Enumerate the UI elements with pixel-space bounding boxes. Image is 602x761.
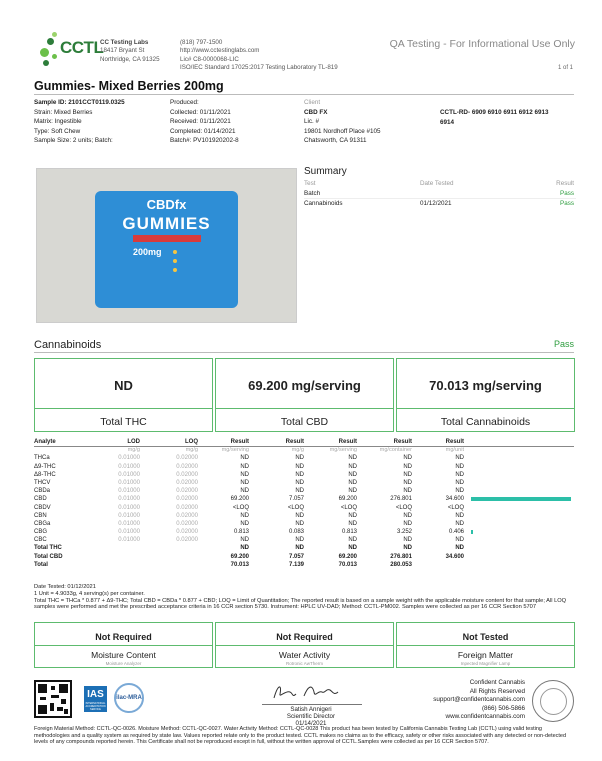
table-cell: ND	[455, 471, 464, 478]
table-cell: 0.01000	[118, 496, 140, 503]
divider	[304, 198, 576, 199]
table-cell: 70.013	[230, 561, 249, 568]
unit-result: mg/serving	[221, 447, 249, 454]
batch-number: Batch#: PV101920202-8	[170, 137, 239, 145]
lab-iso: ISO/IEC Standard 17025:2017 Testing Laboratory TL-819	[180, 64, 338, 72]
table-cell: ND	[348, 537, 357, 544]
table-cell: <LOQ	[395, 504, 412, 511]
date-received: Received: 01/11/2021	[170, 118, 231, 126]
table-cell: 7.139	[288, 561, 304, 568]
table-cell: 34.600	[445, 496, 464, 503]
lab-name: CC Testing Labs	[100, 39, 149, 46]
table-cell: 7.057	[288, 553, 304, 560]
report-header	[30, 28, 575, 78]
analyte-name: CBGa	[34, 520, 51, 527]
table-cell: 0.02000	[176, 479, 198, 486]
unit-result: mg/unit	[445, 447, 464, 454]
company-name: Confident Cannabis	[469, 679, 525, 686]
col-result: Result	[393, 439, 412, 445]
summary-heading: Summary	[304, 166, 347, 177]
reference-ids	[440, 108, 575, 127]
col-result: Result	[338, 439, 357, 445]
table-row	[34, 495, 574, 503]
bag-feature-icon	[173, 250, 177, 254]
summary-test: Batch	[304, 190, 321, 197]
box-divider	[216, 408, 393, 409]
summary-result: Pass	[560, 200, 574, 207]
analyte-name: Δ9-THC	[34, 463, 56, 470]
ias-badge-caption: INTERNATIONAL ACCREDITATION SERVICE	[85, 702, 106, 711]
analyte-name: THCV	[34, 479, 51, 486]
page-number: 1 of 1	[557, 65, 573, 71]
table-cell: ND	[348, 455, 357, 462]
bag-strength: 200mg	[133, 247, 162, 257]
table-cell: ND	[348, 463, 357, 470]
table-cell: 0.02000	[176, 488, 198, 495]
table-cell: ND	[295, 479, 304, 486]
bag-feature-icon	[173, 268, 177, 272]
qa-note: QA Testing - For Informational Use Only	[389, 38, 575, 50]
col-analyte: Analyte	[34, 439, 56, 445]
table-cell: ND	[240, 479, 249, 486]
moisture-status: Not Required	[95, 632, 152, 642]
col-result: Result	[445, 439, 464, 445]
divider	[34, 94, 574, 95]
footer-disclaimer: Foreign Material Method: CCTL-QC-0026. Moisture Method: CCTL-QC-0027. Water Activity Method: CCTL-QC-0028 This product has been tested by California Cannabis Testing Lab (CCTL) using valid testing methodologies and a quality system as required by state law. Values reported relate only to the product tested. CCTL makes no claims as to the efficacy, safety or other risks associated with any detected or non-detected levels of any compounds reported herein. This Certificate shall not be reproduced except in full, without the written approval of CCTL.Samples were collected as per 16 CCR Section 5707.	[34, 726, 567, 745]
notes-method: Total THC = THCa * 0.877 + Δ9-THC; Total CBD = CBDa * 0.877 + CBD; LOQ = Limit of Quantitation; The reported result is based on a sample weight with the applicable moisture content for that sample; All LOQ samples were performed and met the prescribed acceptance criteria in 16 CCR section 5730. Instrument: HPLC UV-DAD; Method: CCTL-PM002. Samples were collected as per 16 CCR Section 5707	[34, 597, 567, 611]
table-cell: ND	[295, 455, 304, 462]
table-cell: 7.057	[288, 496, 304, 503]
table-cell: ND	[403, 537, 412, 544]
summary-col-test: Test	[304, 180, 316, 187]
lab-contact	[180, 39, 338, 73]
total-cbd-label: Total CBD	[280, 416, 329, 428]
table-cell: 0.02000	[176, 537, 198, 544]
col-lod: LOD	[127, 439, 140, 445]
total-name: Total THC	[34, 545, 62, 552]
signatory	[256, 706, 366, 728]
box-divider	[35, 645, 212, 646]
table-row	[34, 454, 574, 462]
product-photo	[36, 168, 297, 323]
analyte-header-row	[34, 438, 574, 446]
bag-strip	[133, 235, 201, 242]
lab-city: Northridge, CA 91325	[100, 55, 160, 63]
client-name: CBD FX	[304, 108, 328, 116]
table-cell: 0.02000	[176, 496, 198, 503]
sample-size: Sample Size: 2 units; Batch:	[34, 137, 113, 145]
box-divider	[35, 408, 212, 409]
table-cell: 0.01000	[118, 529, 140, 536]
analyte-name: CBN	[34, 512, 47, 519]
foreign-matter-status: Not Tested	[462, 632, 509, 642]
test-notes	[34, 584, 574, 611]
box-divider	[397, 408, 574, 409]
moisture-name: Moisture Content	[91, 650, 156, 660]
analyte-name: CBDV	[34, 504, 51, 511]
table-cell: ND	[295, 463, 304, 470]
totals-row	[34, 561, 574, 569]
table-cell: ND	[348, 520, 357, 527]
total-name: Total CBD	[34, 553, 63, 560]
sample-type: Type: Soft Chew	[34, 127, 81, 135]
water-activity-method: Rotronic AwTherm	[286, 661, 323, 666]
table-cell: 0.01000	[118, 488, 140, 495]
analyte-units-row	[34, 446, 574, 454]
table-cell: ND	[240, 488, 249, 495]
col-loq: LOQ	[185, 439, 198, 445]
table-cell: 0.01000	[118, 537, 140, 544]
table-cell: ND	[403, 545, 412, 552]
table-cell: ND	[295, 545, 304, 552]
cbd-level-bar	[471, 530, 473, 534]
water-activity-status: Not Required	[276, 632, 333, 642]
summary-row	[304, 200, 576, 210]
bag-feature-icon	[173, 259, 177, 263]
table-cell: 69.200	[230, 553, 249, 560]
unit-result: mg/container	[379, 447, 412, 454]
table-cell: 69.200	[230, 496, 249, 503]
table-cell: ND	[455, 455, 464, 462]
table-cell: 34.600	[445, 553, 464, 560]
table-cell: 0.01000	[118, 463, 140, 470]
table-cell: 0.01000	[118, 455, 140, 462]
signatory-name: Satish Annigeri	[290, 706, 332, 713]
total-cannabinoids-label: Total Cannabinoids	[440, 416, 531, 428]
signatory-role: Scientific Director	[286, 713, 336, 721]
company-site[interactable]: www.confidentcannabis.com	[445, 713, 525, 721]
client-street: 19801 Nordhoff Place #105	[304, 127, 381, 135]
table-cell: ND	[403, 463, 412, 470]
table-cell: ND	[295, 488, 304, 495]
reference-line-2: 6914	[440, 118, 455, 126]
water-activity-name: Water Activity	[278, 650, 331, 660]
logo-text: CCTL	[60, 38, 104, 57]
sample-id: Sample ID: 2101CCT0119.0325	[34, 99, 125, 106]
lab-address	[100, 39, 160, 64]
box-divider	[216, 645, 393, 646]
table-cell: ND	[403, 455, 412, 462]
gummies-bag	[95, 191, 238, 308]
lab-street: 18417 Bryant St	[100, 47, 145, 55]
totals-row	[34, 553, 574, 561]
table-row	[34, 520, 574, 528]
moisture-method: Moisture Analyzer	[105, 661, 142, 666]
client-info	[304, 98, 381, 146]
table-cell: 0.01000	[118, 479, 140, 486]
box-divider	[397, 645, 574, 646]
table-cell: ND	[455, 545, 464, 552]
table-cell: 3.252	[396, 529, 412, 536]
table-cell: 0.01000	[118, 504, 140, 511]
table-cell: ND	[240, 471, 249, 478]
table-row	[34, 536, 574, 544]
table-cell: ND	[240, 537, 249, 544]
ilac-badge-icon: ilac-MRA	[114, 683, 144, 713]
unit-result: mg/g	[291, 447, 304, 454]
summary-col-result: Result	[556, 180, 574, 187]
table-cell: ND	[240, 455, 249, 462]
cbd-level-bar	[471, 497, 571, 501]
client-city: Chatsworth, CA 91311	[304, 137, 367, 145]
table-cell: 70.013	[338, 561, 357, 568]
company-rights: All Rights Reserved	[469, 687, 525, 695]
table-cell: 0.02000	[176, 471, 198, 478]
table-cell: ND	[240, 520, 249, 527]
table-row	[34, 512, 574, 520]
table-cell: 0.083	[288, 529, 304, 536]
bag-title: GUMMIES	[122, 214, 211, 233]
table-cell: 0.02000	[176, 504, 198, 511]
analyte-name: THCa	[34, 455, 50, 462]
lab-license: Lic# C8-0000068-LIC	[180, 55, 239, 63]
table-cell: ND	[348, 545, 357, 552]
table-cell: 280.053	[390, 561, 412, 568]
table-row	[34, 463, 574, 471]
table-cell: 0.813	[341, 529, 357, 536]
table-cell: ND	[455, 537, 464, 544]
table-cell: ND	[295, 471, 304, 478]
table-row	[34, 528, 574, 536]
table-row	[34, 479, 574, 487]
table-cell: 0.01000	[118, 471, 140, 478]
analyte-name: CBD	[34, 496, 47, 503]
table-cell: ND	[455, 463, 464, 470]
foreign-matter-name: Foreign Matter	[457, 650, 514, 660]
table-cell: 0.02000	[176, 520, 198, 527]
moisture-box	[34, 622, 213, 668]
table-cell: ND	[295, 537, 304, 544]
table-cell: 0.02000	[176, 455, 198, 462]
divider	[34, 446, 574, 447]
table-cell: ND	[240, 512, 249, 519]
client-heading: Client	[304, 99, 321, 106]
table-cell: ND	[455, 512, 464, 519]
table-cell: 0.02000	[176, 529, 198, 536]
ias-badge-text: IAS	[87, 689, 104, 700]
total-cbd-box	[215, 358, 394, 432]
analyte-name: CBDa	[34, 488, 51, 495]
ias-badge-icon	[84, 686, 107, 712]
summary-col-date: Date Tested	[420, 180, 454, 187]
summary-test: Cannabinoids	[304, 200, 343, 207]
cctl-logo	[38, 30, 104, 70]
lab-website[interactable]: http://www.cctestinglabs.com	[180, 47, 260, 55]
table-cell: 0.02000	[176, 512, 198, 519]
table-cell: 0.01000	[118, 520, 140, 527]
table-row	[34, 504, 574, 512]
table-cell: 69.200	[338, 496, 357, 503]
table-cell: ND	[348, 512, 357, 519]
client-license: Lic. #	[304, 118, 320, 126]
sample-info	[34, 98, 125, 146]
lab-phone: (818) 797-1500	[180, 39, 223, 46]
total-cannabinoids-value: 70.013 mg/serving	[429, 378, 542, 393]
table-cell: <LOQ	[447, 504, 464, 511]
table-cell: <LOQ	[287, 504, 304, 511]
divider	[34, 352, 574, 353]
table-cell: <LOQ	[232, 504, 249, 511]
sample-dates	[170, 98, 239, 146]
table-cell: ND	[403, 471, 412, 478]
analyte-name: CBC	[34, 537, 47, 544]
table-cell: ND	[403, 479, 412, 486]
foreign-matter-method: Inpected Magnifier Lamp	[460, 661, 511, 666]
confident-cannabis-seal-icon	[532, 680, 574, 722]
analyte-name: CBG	[34, 529, 48, 536]
table-cell: ND	[348, 479, 357, 486]
table-cell: ND	[348, 488, 357, 495]
date-produced: Produced:	[170, 99, 199, 106]
summary-table	[304, 180, 576, 210]
date-collected: Collected: 01/11/2021	[170, 108, 231, 116]
table-cell: 0.406	[448, 529, 464, 536]
notes-date-tested: Date Tested: 01/12/2021	[34, 584, 96, 590]
table-row	[34, 487, 574, 495]
total-thc-label: Total THC	[100, 416, 147, 428]
col-result: Result	[230, 439, 249, 445]
page-title: Gummies- Mixed Berries 200mg	[34, 79, 224, 93]
total-cannabinoids-box	[396, 358, 575, 432]
total-name: Total	[34, 561, 48, 568]
table-cell: ND	[403, 488, 412, 495]
table-cell: <LOQ	[340, 504, 357, 511]
analyte-name: Δ8-THC	[34, 471, 56, 478]
signature-icon	[268, 680, 358, 704]
sample-matrix: Matrix: Ingestible	[34, 118, 82, 126]
table-cell: ND	[403, 512, 412, 519]
date-completed: Completed: 01/14/2021	[170, 127, 236, 135]
table-cell: ND	[455, 520, 464, 527]
company-email[interactable]: support@confidentcannabis.com	[433, 696, 525, 704]
table-row	[34, 471, 574, 479]
table-cell: ND	[240, 545, 249, 552]
table-cell: 69.200	[338, 553, 357, 560]
water-activity-box	[215, 622, 394, 668]
totals-row	[34, 544, 574, 552]
bag-brand: CBDfx	[146, 197, 187, 212]
unit-result: mg/serving	[329, 447, 357, 454]
total-thc-value: ND	[114, 378, 133, 393]
signatory-date: 01/14/2021	[295, 720, 327, 728]
total-thc-box	[34, 358, 213, 432]
table-cell: 276.801	[390, 496, 412, 503]
table-cell: ND	[348, 471, 357, 478]
cannabinoids-status: Pass	[553, 339, 574, 349]
company-phone: (866) 506-5866	[481, 704, 525, 712]
table-cell: 0.01000	[118, 512, 140, 519]
table-cell: 0.813	[233, 529, 249, 536]
notes-unit: 1 Unit = 4.9033g, 4 serving(s) per container.	[34, 590, 145, 597]
table-cell: 0.02000	[176, 463, 198, 470]
table-cell: ND	[295, 520, 304, 527]
summary-date: 01/12/2021	[420, 200, 452, 207]
unit-loq: mg/g	[185, 447, 198, 454]
summary-header-row	[304, 180, 576, 190]
reference-line-1: CCTL-RD- 6909 6910 6911 6912 6913	[440, 109, 549, 116]
table-cell: ND	[403, 520, 412, 527]
col-result: Result	[285, 439, 304, 445]
unit-lod: mg/g	[127, 447, 140, 454]
table-cell: ND	[455, 488, 464, 495]
foreign-matter-box	[396, 622, 575, 668]
qr-code-icon[interactable]	[34, 680, 72, 718]
company-info	[420, 679, 525, 722]
summary-result: Pass	[560, 190, 574, 197]
signature-line	[262, 704, 362, 705]
analyte-table	[34, 438, 574, 569]
table-cell: ND	[240, 463, 249, 470]
total-cbd-value: 69.200 mg/serving	[248, 378, 361, 393]
sample-strain: Strain: Mixed Berries	[34, 108, 93, 116]
table-cell: 276.801	[390, 553, 412, 560]
table-cell: ND	[295, 512, 304, 519]
table-cell: ND	[455, 479, 464, 486]
cannabinoids-heading: Cannabinoids	[34, 339, 102, 351]
